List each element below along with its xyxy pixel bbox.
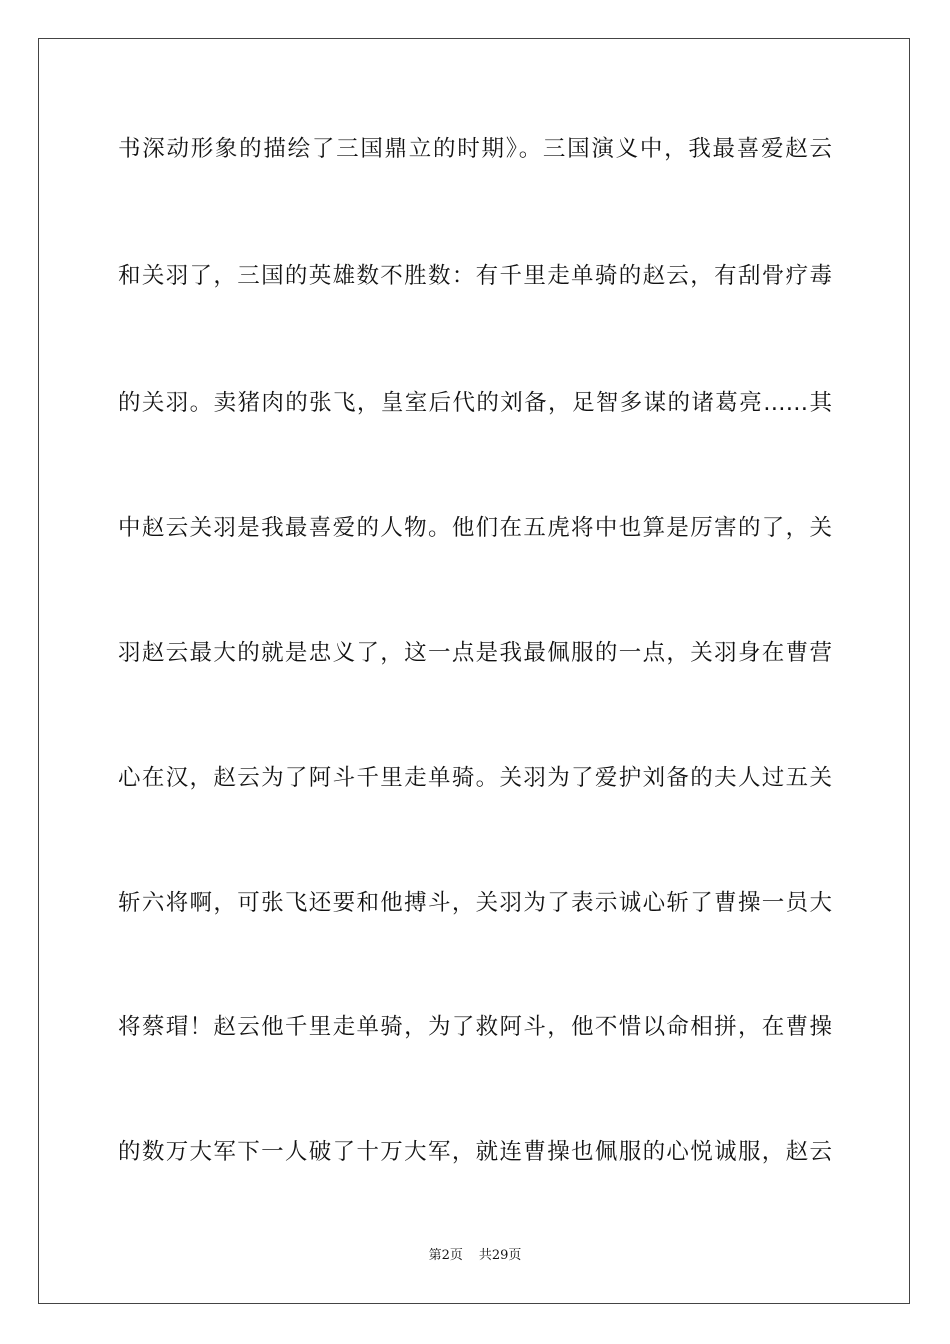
- body-text-line-9: 的数万大军下一人破了十万大军，就连曹操也佩服的心悦诚服，赵云: [118, 1139, 832, 1165]
- body-text-line-3: 的关羽。卖猪肉的张飞，皇室后代的刘备，足智多谋的诸葛亮……其: [118, 390, 832, 416]
- page-number: 第2页: [428, 1248, 463, 1263]
- page-footer: [0, 1247, 950, 1265]
- body-text-line-1: 书深动形象的描绘了三国鼎立的时期》。三国演义中，我最喜爱赵云: [118, 136, 832, 162]
- body-text-line-4: 中赵云关羽是我最喜爱的人物。他们在五虎将中也算是厉害的了，关: [118, 515, 832, 541]
- page-border: [38, 38, 910, 1304]
- body-text-line-8: 将蔡瑁！赵云他千里走单骑，为了救阿斗，他不惜以命相拼，在曹操: [118, 1014, 832, 1040]
- body-text-line-2: 和关羽了，三国的英雄数不胜数：有千里走单骑的赵云，有刮骨疗毒: [118, 263, 832, 289]
- total-pages: 共29页: [478, 1248, 522, 1263]
- body-text-line-5: 羽赵云最大的就是忠义了，这一点是我最佩服的一点，关羽身在曹营: [118, 640, 832, 666]
- body-text-line-7: 斩六将啊，可张飞还要和他搏斗，关羽为了表示诚心斩了曹操一员大: [118, 890, 832, 916]
- body-text-line-6: 心在汉，赵云为了阿斗千里走单骑。关羽为了爱护刘备的夫人过五关: [118, 765, 832, 791]
